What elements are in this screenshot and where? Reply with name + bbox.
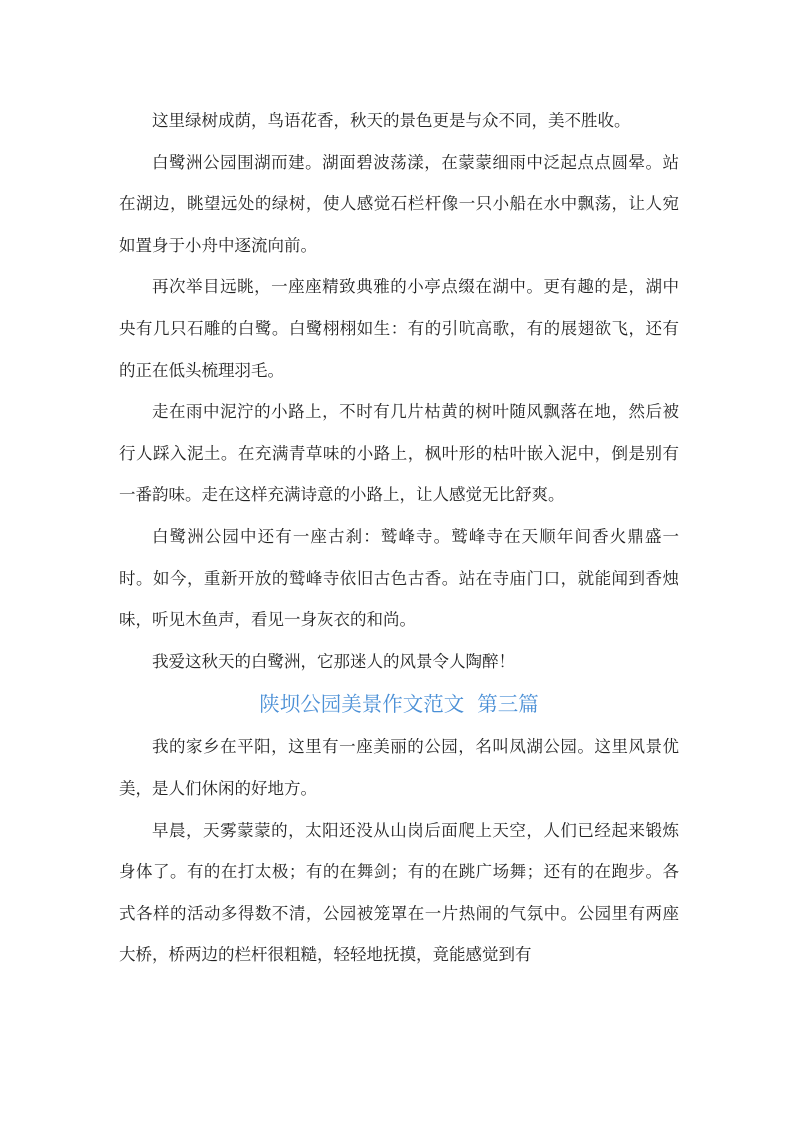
document-body (119, 100, 679, 976)
paragraph: 白鹭洲公园中还有一座古刹：鹫峰寺。鹫峰寺在天顺年间香火鼎盛一时。如今，重新开放的鹫峰寺依旧古色古香。站在寺庙门口，就能闻到香烛味，听见木鱼声，看见一身灰衣的和尚。 (119, 526, 679, 630)
section-heading: 陕坝公园美景作文范文 第三篇 (259, 692, 539, 717)
paragraph: 我的家乡在平阳，这里有一座美丽的公园，名叫凤湖公园。这里风景优美，是人们休闲的好地方。 (119, 737, 679, 798)
paragraph: 再次举目远眺，一座座精致典雅的小亭点缀在湖中。更有趣的是，湖中央有几只石雕的白鹭。白鹭栩栩如生：有的引吭高歌，有的展翅欲飞，还有的正在低头梳理羽毛。 (119, 277, 679, 380)
paragraph: 我爱这秋天的白鹭洲，它那迷人的风景令人陶醉！ (152, 651, 515, 671)
paragraph: 早晨，天雾蒙蒙的，太阳还没从山岗后面爬上天空，人们已经起来锻炼身体了。有的在打太极；有的在舞剑；有的在跳广场舞；还有的在跑步。各式各样的活动多得数不清，公园被笼罩在一片热闹的气氛中。公园里有两座大桥，桥两边的栏杆很粗糙，轻轻地抚摸，竟能感觉到有 (119, 820, 679, 965)
paragraph: 走在雨中泥泞的小路上，不时有几片枯黄的树叶随风飘落在地，然后被行人踩入泥土。在充满青草味的小路上，枫叶形的枯叶嵌入泥中，倒是别有一番韵味。走在这样充满诗意的小路上，让人感觉无比舒爽。 (119, 402, 679, 505)
paragraph: 这里绿树成荫，鸟语花香，秋天的景色更是与众不同，美不胜收。 (152, 111, 631, 130)
paragraph: 白鹭洲公园围湖而建。湖面碧波荡漾，在蒙蒙细雨中泛起点点圆晕。站在湖边，眺望远处的绿树，使人感觉石栏杆像一只小船在水中飘荡，让人宛如置身于小舟中逐流向前。 (119, 152, 679, 255)
